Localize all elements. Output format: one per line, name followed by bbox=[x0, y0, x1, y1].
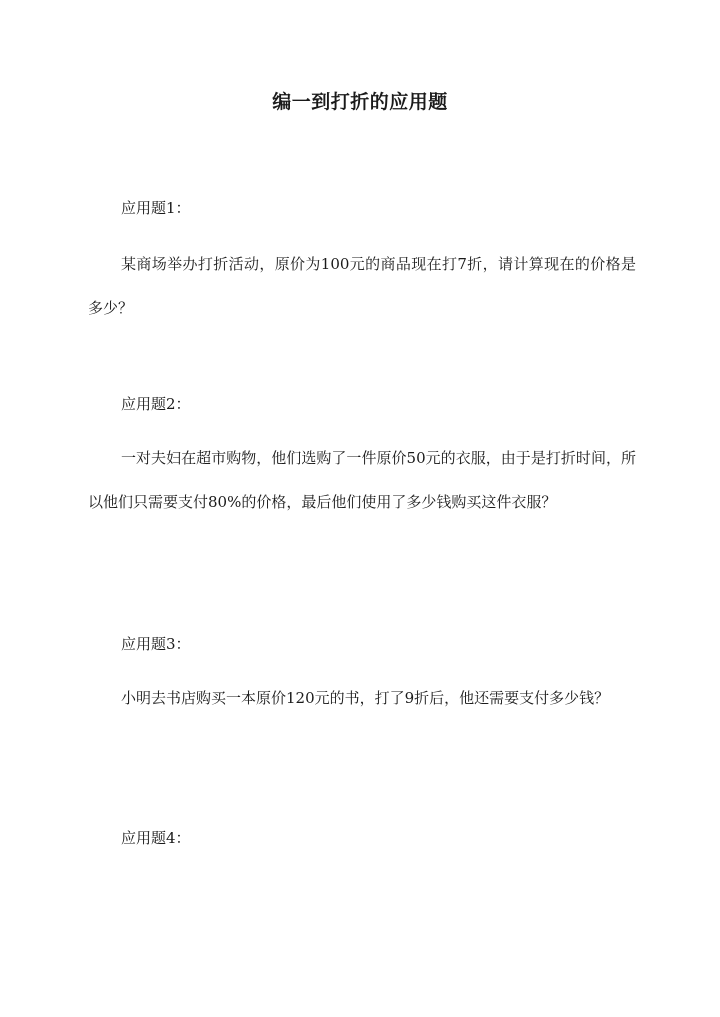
problem-heading: 应用题3： bbox=[121, 635, 191, 653]
problem-heading: 应用题2： bbox=[121, 395, 191, 413]
problem-heading: 应用题4： bbox=[121, 829, 191, 847]
document-title: 编一到打折的应用题 bbox=[272, 91, 448, 113]
problem-heading: 应用题1： bbox=[121, 199, 191, 217]
problem-text: 一对夫妇在超市购物，他们选购了一件原价50元的衣服，由于是打折时间，所以他们只需要支付80%的价格，最后他们使用了多少钱购买这件衣服？ bbox=[88, 449, 636, 511]
problem-text: 某商场举办打折活动，原价为100元的商品现在打7折，请计算现在的价格是多少？ bbox=[88, 255, 636, 317]
problem-text: 小明去书店购买一本原价120元的书，打了9折后，他还需要支付多少钱？ bbox=[121, 689, 610, 707]
